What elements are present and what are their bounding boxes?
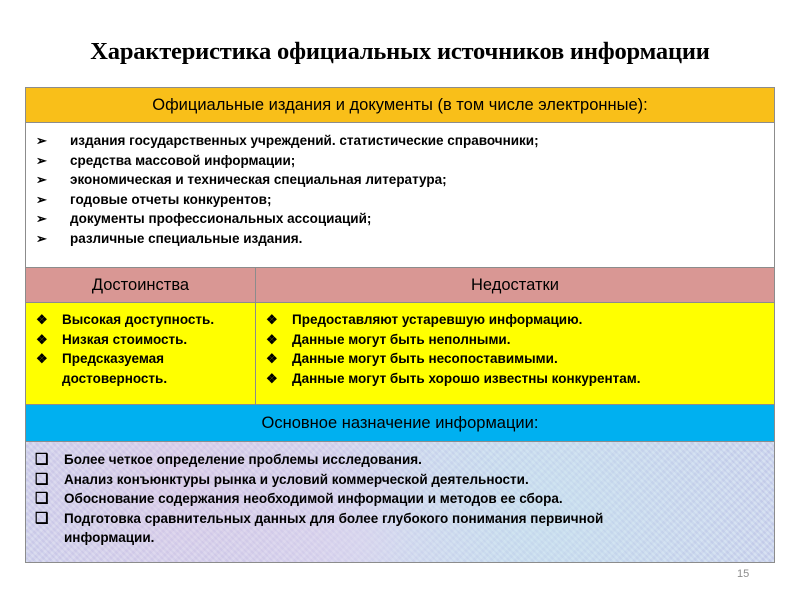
list-item: ➢ издания государственных учреждений. статистические справочники; bbox=[34, 131, 764, 151]
purpose-header: Основное назначение информации: bbox=[26, 405, 775, 442]
list-item: ❖ Данные могут быть хорошо известны конкурентам. bbox=[264, 369, 768, 389]
list-item: ❖ Данные могут быть неполными. bbox=[264, 330, 768, 350]
list-item: ➢ годовые отчеты конкурентов; bbox=[34, 190, 764, 210]
list-item: ❖ Данные могут быть несопоставимыми. bbox=[264, 349, 768, 369]
arrow-bullet-icon: ➢ bbox=[36, 152, 47, 168]
square-bullet-icon: ❑ bbox=[35, 509, 49, 527]
square-bullet-icon: ❑ bbox=[35, 451, 49, 468]
arrow-bullet-icon: ➢ bbox=[36, 172, 47, 187]
square-bullet-icon: ❑ bbox=[35, 470, 49, 488]
arrow-bullet-icon: ➢ bbox=[36, 133, 47, 148]
list-item: ❑ Подготовка сравнительных данных для более глубокого понимания первичной информации. bbox=[35, 509, 604, 545]
purpose-list bbox=[34, 450, 764, 548]
purpose-cell bbox=[26, 442, 775, 563]
advantages-cell bbox=[26, 303, 256, 405]
list-item: ❖ Предсказуемая достоверность. bbox=[36, 351, 168, 386]
official-cell bbox=[26, 123, 775, 268]
list-item: ❖ Низкая стоимость. bbox=[34, 330, 249, 350]
diamond-bullet-icon: ❖ bbox=[266, 370, 278, 386]
disadvantages-header: Недостатки bbox=[256, 268, 775, 303]
advantages-header: Достоинства bbox=[26, 268, 256, 303]
list-item: ❖ Высокая доступность. bbox=[34, 310, 249, 330]
diamond-bullet-icon: ❖ bbox=[266, 312, 278, 327]
diamond-bullet-icon: ❖ bbox=[266, 331, 278, 347]
arrow-bullet-icon: ➢ bbox=[36, 191, 47, 207]
list-item: ➢ документы профессиональных ассоциаций; bbox=[34, 209, 764, 229]
diamond-bullet-icon: ❖ bbox=[36, 351, 48, 366]
diamond-bullet-icon: ❖ bbox=[36, 312, 48, 327]
sources-table bbox=[25, 87, 775, 563]
disadvantages-list bbox=[264, 310, 768, 388]
list-item: ➢ экономическая и техническая специальная литература; bbox=[34, 170, 764, 190]
arrow-bullet-icon: ➢ bbox=[36, 230, 47, 246]
list-item: ❑ Более четкое определение проблемы исследования. bbox=[35, 451, 422, 468]
list-item: ❖ Предоставляют устаревшую информацию. bbox=[264, 310, 768, 330]
official-list bbox=[34, 131, 764, 248]
list-item: ➢ средства массовой информации; bbox=[34, 151, 764, 171]
list-item: ➢ различные специальные издания. bbox=[34, 229, 764, 249]
diamond-bullet-icon: ❖ bbox=[36, 331, 48, 347]
list-item: ❑ Обоснование содержания необходимой информации и методов ее сбора. bbox=[35, 490, 563, 507]
diamond-bullet-icon: ❖ bbox=[266, 351, 278, 366]
slide-title: Характеристика официальных источников информации bbox=[90, 38, 710, 65]
advantages-list bbox=[34, 310, 249, 388]
list-item: ❑ Анализ конъюнктуры рынка и условий коммерческой деятельности. bbox=[35, 470, 529, 488]
square-bullet-icon: ❑ bbox=[35, 490, 49, 507]
official-header: Официальные издания и документы (в том числе электронные): bbox=[26, 88, 775, 123]
arrow-bullet-icon: ➢ bbox=[36, 211, 47, 226]
page-number: 15 bbox=[737, 568, 750, 580]
disadvantages-cell bbox=[256, 303, 775, 405]
